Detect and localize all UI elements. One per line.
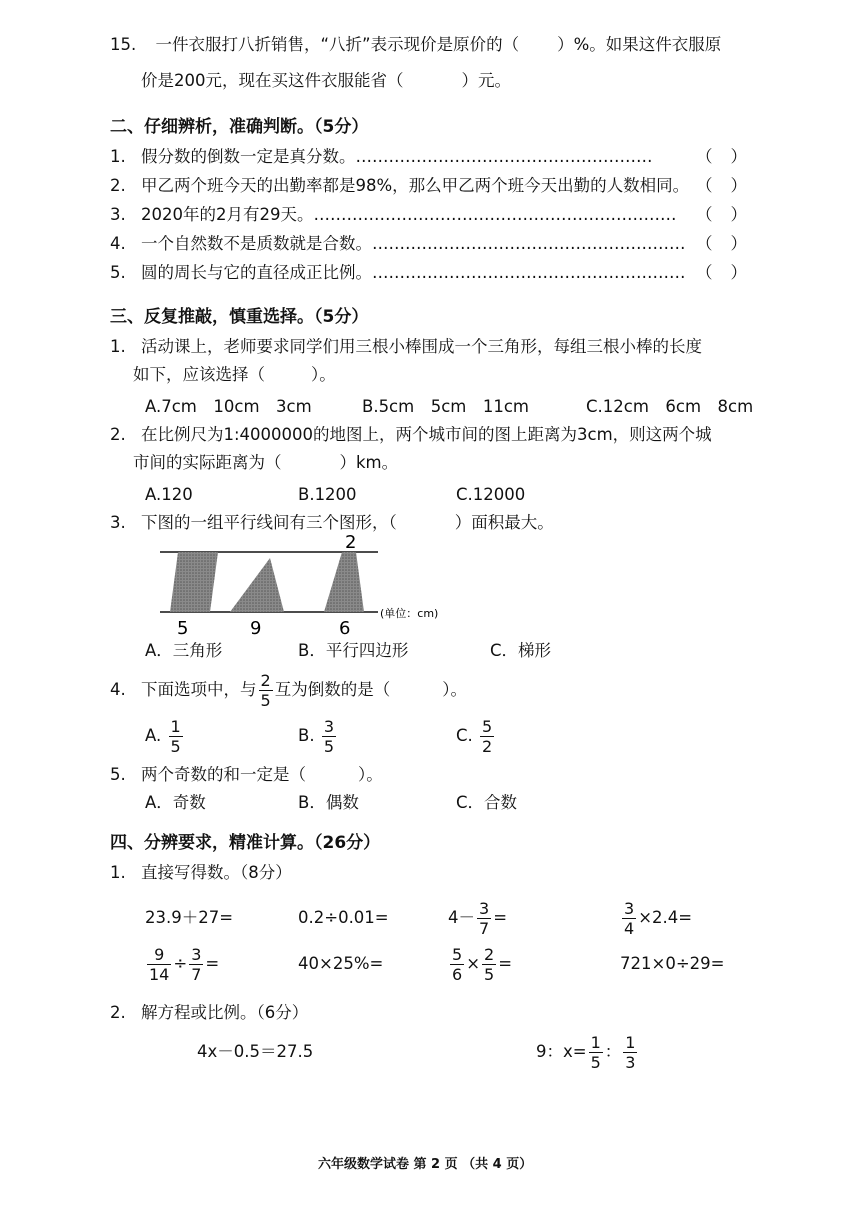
calc-expr-1: 23.9＋27= (145, 908, 234, 927)
judge-item-4 (110, 233, 750, 255)
page-footer: 六年级数学试卷 第 2 页 （共 4 页） (318, 1157, 533, 1172)
judge-paren[interactable]: （ ） (696, 234, 747, 253)
choice-q2-line1 (110, 424, 712, 446)
question-text: ）面积最大。 (454, 513, 554, 532)
judge-item-2 (110, 175, 750, 197)
question-number: 5. (110, 765, 126, 784)
choice-q1-option-b[interactable]: B.5cm 5cm 11cm (362, 397, 529, 416)
question-number: 2. (110, 1003, 126, 1022)
item-text: 甲乙两个班今天的出勤率都是98%，那么甲乙两个班今天出勤的人数相同。 (141, 176, 690, 195)
choice-q5-option-c[interactable]: C．合数 (456, 793, 518, 812)
judge-item-1 (110, 146, 750, 168)
choice-q4-option-b[interactable]: B. $\frac{3}{5}$ (298, 717, 335, 756)
label-bottom-5: 5 (177, 618, 189, 639)
triangle-shape (230, 558, 284, 612)
question-text: 两个奇数的和一定是（ (141, 765, 306, 784)
question-text: 下图的一组平行线间有三个图形，（ (141, 513, 397, 532)
item-text: 2020年的2月有29天。………………………………………………………… (141, 205, 677, 224)
judge-item-5 (110, 262, 750, 284)
choice-q2-line2 (133, 452, 398, 474)
item-text: 圆的周长与它的直径成正比例。………………………………………………… (141, 263, 686, 282)
item-number: 4. (110, 234, 126, 253)
question-number: 1. (110, 337, 126, 356)
question-text: 互为倒数的是（ (274, 680, 391, 699)
choice-q4-option-c[interactable]: C. $\frac{5}{2}$ (456, 717, 493, 756)
item-number: 1. (110, 147, 126, 166)
question-text: 下面选项中，与 (141, 680, 257, 699)
choice-q1-line2 (133, 364, 336, 386)
calc-expr-6: 40×25%= (298, 954, 384, 973)
equation-1: 4x－0.5＝27.5 (197, 1042, 314, 1061)
choice-q1-line1 (110, 336, 702, 358)
item-text: 一个自然数不是质数就是合数。………………………………………………… (141, 234, 686, 253)
question-number: 1. (110, 863, 126, 882)
question-text: 在比例尺为1:4000000的地图上，两个城市间的图上距离为3cm，则这两个城 (141, 425, 712, 444)
fraction: $\frac{3}{7}$ (191, 945, 202, 984)
fraction: $\frac{9}{14}$ (149, 945, 170, 984)
question-text: 如下，应该选择（ (133, 365, 265, 384)
calc-expr-8: 721×0÷29= (620, 954, 725, 973)
choice-q4-option-a[interactable]: A. $\frac{1}{5}$ (145, 717, 181, 756)
question-text: ）km。 (339, 453, 399, 472)
choice-q5-option-b[interactable]: B．偶数 (298, 793, 359, 812)
calc-q1-title (110, 862, 292, 884)
section-2-title: 二、仔细辨析，准确判断。（5分） (110, 117, 369, 137)
item-number: 3. (110, 205, 126, 224)
question-text: 一件衣服打八折销售，“八折”表示现价是原价的（ (155, 35, 520, 54)
question-number: 15. (110, 35, 137, 54)
choice-q1-option-a[interactable]: A.7cm 10cm 3cm (145, 397, 312, 416)
fraction: $\frac{3}{7}$ (479, 899, 490, 938)
section-3-title: 三、反复推敲，慎重选择。（5分） (110, 307, 369, 327)
calc-expr-7: $\frac{5}{6}$ × $\frac{2}{5}$ = (452, 945, 513, 984)
question-text: 直接写得数。（8分） (141, 863, 292, 882)
question-text: ）。 (358, 765, 383, 784)
choice-q2-option-a[interactable]: A.120 (145, 485, 193, 504)
choice-q3-option-c[interactable]: C．梯形 (490, 641, 552, 660)
item-number: 2. (110, 176, 126, 195)
parallelogram-shape (170, 552, 218, 612)
choice-q4-line (110, 670, 467, 710)
item-text: 假分数的倒数一定是真分数。……………………………………………… (141, 147, 653, 166)
parallel-lines-figure (150, 530, 470, 640)
q15-line1 (110, 34, 721, 56)
fraction: $\frac{5}{2}$ (482, 717, 493, 756)
item-number: 5. (110, 263, 126, 282)
judge-paren[interactable]: （ ） (696, 205, 747, 224)
calc-expr-2: 0.2÷0.01= (298, 908, 389, 927)
question-number: 3. (110, 513, 126, 532)
trapezoid-shape (324, 552, 364, 612)
question-text: ）%。如果这件衣服原 (557, 35, 722, 54)
question-text: 活动课上，老师要求同学们用三根小棒围成一个三角形，每组三根小棒的长度 (141, 337, 702, 356)
question-text: 市间的实际距离为（ (133, 453, 282, 472)
question-text: 价是200元，现在买这件衣服能省（ (141, 71, 404, 90)
calc-expr-5: $\frac{9}{14}$ ÷ $\frac{3}{7}$ = (149, 945, 220, 984)
choice-q1-option-c[interactable]: C.12cm 6cm 8cm (586, 397, 754, 416)
unit-label: (单位：cm) (380, 607, 439, 620)
question-number: 2. (110, 425, 126, 444)
question-text: ）。 (311, 365, 336, 384)
fraction: $\frac{2}{5}$ (260, 671, 271, 710)
choice-q2-option-c[interactable]: C.12000 (456, 485, 526, 504)
fraction: $\frac{3}{5}$ (323, 717, 335, 756)
fraction: $\frac{3}{4}$ (624, 899, 635, 938)
q15-line2 (141, 70, 511, 92)
question-text: 解方程或比例。（6分） (141, 1003, 309, 1022)
calc-expr-3: 4－ $\frac{3}{7}$ = (448, 899, 508, 938)
fraction: $\frac{1}{3}$ (625, 1033, 636, 1072)
judge-paren[interactable]: （ ） (696, 176, 747, 195)
label-bottom-9: 9 (250, 618, 262, 639)
fraction: $\frac{5}{6}$ (452, 945, 463, 984)
fraction: $\frac{1}{5}$ (170, 717, 181, 756)
calc-q2-title (110, 1002, 308, 1024)
judge-item-3 (110, 204, 750, 226)
judge-paren[interactable]: （ ） (696, 147, 747, 166)
choice-q2-option-b[interactable]: B.1200 (298, 485, 357, 504)
proportion-2: 9：x= $\frac{1}{5}$ ： $\frac{1}{3}$ (536, 1033, 636, 1072)
label-bottom-6: 6 (339, 618, 351, 639)
fraction: $\frac{1}{5}$ (590, 1033, 601, 1072)
choice-q5-option-a[interactable]: A．奇数 (145, 793, 206, 812)
judge-paren[interactable]: （ ） (696, 263, 747, 282)
choice-q3-option-b[interactable]: B．平行四边形 (298, 641, 409, 660)
question-text: ）元。 (461, 71, 511, 90)
question-number: 4. (110, 680, 126, 699)
fraction: $\frac{2}{5}$ (484, 945, 495, 984)
choice-q5-line (110, 764, 383, 786)
question-text: ）。 (442, 680, 467, 699)
section-4-title: 四、分辨要求，精准计算。（26分） (110, 833, 381, 853)
calc-expr-4: $\frac{3}{4}$ ×2.4= (624, 899, 693, 938)
label-top-2: 2 (345, 532, 357, 553)
choice-q3-option-a[interactable]: A．三角形 (145, 641, 223, 660)
